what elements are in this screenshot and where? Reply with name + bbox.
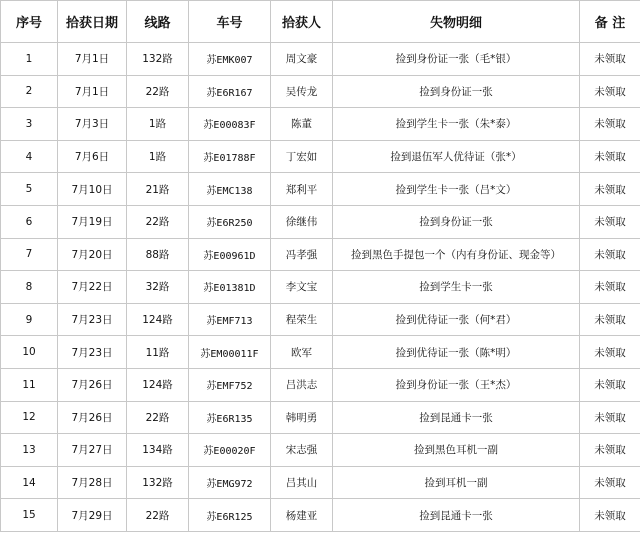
cell-item-detail: 捡到退伍军人优待证（张*）: [333, 140, 580, 173]
cell-remark: 未领取: [580, 43, 640, 76]
cell-vehicle: 苏E6R167: [189, 75, 271, 108]
cell-item-detail: 捡到昆通卡一张: [333, 401, 580, 434]
cell-index: 15: [1, 499, 58, 532]
cell-vehicle: 苏E6R135: [189, 401, 271, 434]
cell-date: 7月19日: [58, 205, 127, 238]
cell-index: 5: [1, 173, 58, 206]
table-row: [1, 140, 640, 173]
cell-index: 7: [1, 238, 58, 271]
cell-date: 7月6日: [58, 140, 127, 173]
header-row: [1, 1, 640, 43]
cell-finder: 丁宏如: [271, 140, 333, 173]
cell-index: 14: [1, 466, 58, 499]
cell-route: 1路: [127, 140, 189, 173]
cell-date: 7月27日: [58, 434, 127, 467]
cell-route: 32路: [127, 271, 189, 304]
cell-vehicle: 苏E6R125: [189, 499, 271, 532]
cell-route: 132路: [127, 43, 189, 76]
cell-item-detail: 捡到身份证一张（王*杰）: [333, 368, 580, 401]
cell-date: 7月10日: [58, 173, 127, 206]
cell-item-detail: 捡到耳机一副: [333, 466, 580, 499]
cell-remark: 未领取: [580, 368, 640, 401]
cell-finder: 郑利平: [271, 173, 333, 206]
cell-finder: 吕洪志: [271, 368, 333, 401]
cell-item-detail: 捡到优待证一张（陈*明）: [333, 336, 580, 369]
cell-remark: 未领取: [580, 401, 640, 434]
cell-finder: 程荣生: [271, 303, 333, 336]
cell-date: 7月20日: [58, 238, 127, 271]
cell-route: 132路: [127, 466, 189, 499]
cell-route: 21路: [127, 173, 189, 206]
table-header: [1, 1, 640, 43]
cell-remark: 未领取: [580, 140, 640, 173]
cell-date: 7月28日: [58, 466, 127, 499]
cell-item-detail: 捡到优待证一张（何*君）: [333, 303, 580, 336]
cell-route: 22路: [127, 499, 189, 532]
cell-item-detail: 捡到学生卡一张: [333, 271, 580, 304]
cell-date: 7月22日: [58, 271, 127, 304]
cell-item-detail: 捡到身份证一张（毛*银）: [333, 43, 580, 76]
cell-index: 8: [1, 271, 58, 304]
cell-route: 124路: [127, 303, 189, 336]
cell-vehicle: 苏E00020F: [189, 434, 271, 467]
cell-index: 2: [1, 75, 58, 108]
cell-date: 7月23日: [58, 336, 127, 369]
cell-route: 11路: [127, 336, 189, 369]
cell-vehicle: 苏E00083F: [189, 108, 271, 141]
cell-route: 22路: [127, 75, 189, 108]
cell-date: 7月1日: [58, 75, 127, 108]
cell-remark: 未领取: [580, 205, 640, 238]
cell-index: 13: [1, 434, 58, 467]
table-row: [1, 303, 640, 336]
cell-vehicle: 苏E6R250: [189, 205, 271, 238]
cell-finder: 吴传龙: [271, 75, 333, 108]
cell-remark: 未领取: [580, 466, 640, 499]
cell-route: 124路: [127, 368, 189, 401]
cell-vehicle: 苏EMF713: [189, 303, 271, 336]
table-row: [1, 205, 640, 238]
table-row: [1, 466, 640, 499]
table-row: [1, 401, 640, 434]
cell-remark: 未领取: [580, 271, 640, 304]
table-row: [1, 499, 640, 532]
cell-index: 4: [1, 140, 58, 173]
cell-finder: 冯孝强: [271, 238, 333, 271]
cell-date: 7月23日: [58, 303, 127, 336]
cell-date: 7月26日: [58, 401, 127, 434]
cell-finder: 欧军: [271, 336, 333, 369]
cell-remark: 未领取: [580, 173, 640, 206]
cell-date: 7月29日: [58, 499, 127, 532]
cell-finder: 韩明勇: [271, 401, 333, 434]
cell-index: 9: [1, 303, 58, 336]
cell-item-detail: 捡到黑色耳机一副: [333, 434, 580, 467]
table-body: [1, 43, 640, 532]
cell-remark: 未领取: [580, 303, 640, 336]
cell-index: 11: [1, 368, 58, 401]
cell-vehicle: 苏E00961D: [189, 238, 271, 271]
cell-remark: 未领取: [580, 434, 640, 467]
cell-index: 10: [1, 336, 58, 369]
cell-route: 88路: [127, 238, 189, 271]
header-date: 拾获日期: [58, 1, 127, 43]
cell-finder: 陈董: [271, 108, 333, 141]
cell-date: 7月3日: [58, 108, 127, 141]
cell-date: 7月1日: [58, 43, 127, 76]
cell-remark: 未领取: [580, 238, 640, 271]
cell-finder: 杨建亚: [271, 499, 333, 532]
cell-vehicle: 苏EMC138: [189, 173, 271, 206]
cell-vehicle: 苏E01381D: [189, 271, 271, 304]
cell-vehicle: 苏EMG972: [189, 466, 271, 499]
cell-remark: 未领取: [580, 336, 640, 369]
cell-index: 12: [1, 401, 58, 434]
cell-remark: 未领取: [580, 499, 640, 532]
cell-remark: 未领取: [580, 108, 640, 141]
header-vehicle: 车号: [189, 1, 271, 43]
cell-route: 134路: [127, 434, 189, 467]
cell-vehicle: 苏EMK007: [189, 43, 271, 76]
cell-item-detail: 捡到身份证一张: [333, 75, 580, 108]
cell-remark: 未领取: [580, 75, 640, 108]
cell-vehicle: 苏EM00011F: [189, 336, 271, 369]
table-row: [1, 271, 640, 304]
table-row: [1, 43, 640, 76]
cell-finder: 吕其山: [271, 466, 333, 499]
table-row: [1, 173, 640, 206]
cell-vehicle: 苏E01788F: [189, 140, 271, 173]
cell-finder: 宋志强: [271, 434, 333, 467]
table-row: [1, 238, 640, 271]
cell-route: 1路: [127, 108, 189, 141]
cell-item-detail: 捡到昆通卡一张: [333, 499, 580, 532]
cell-item-detail: 捡到学生卡一张（朱*泰）: [333, 108, 580, 141]
cell-date: 7月26日: [58, 368, 127, 401]
header-index: 序号: [1, 1, 58, 43]
header-remark: 备 注: [580, 1, 640, 43]
table-row: [1, 108, 640, 141]
cell-finder: 李文宝: [271, 271, 333, 304]
cell-item-detail: 捡到黑色手提包一个（内有身份证、现金等）: [333, 238, 580, 271]
cell-index: 6: [1, 205, 58, 238]
header-finder: 拾获人: [271, 1, 333, 43]
cell-index: 1: [1, 43, 58, 76]
header-item-detail: 失物明细: [333, 1, 580, 43]
cell-route: 22路: [127, 205, 189, 238]
table-row: [1, 434, 640, 467]
cell-item-detail: 捡到学生卡一张（吕*文）: [333, 173, 580, 206]
table-row: [1, 336, 640, 369]
cell-item-detail: 捡到身份证一张: [333, 205, 580, 238]
header-route: 线路: [127, 1, 189, 43]
table-row: [1, 75, 640, 108]
cell-route: 22路: [127, 401, 189, 434]
table-row: [1, 368, 640, 401]
cell-finder: 徐继伟: [271, 205, 333, 238]
cell-vehicle: 苏EMF752: [189, 368, 271, 401]
cell-index: 3: [1, 108, 58, 141]
cell-finder: 周文豪: [271, 43, 333, 76]
